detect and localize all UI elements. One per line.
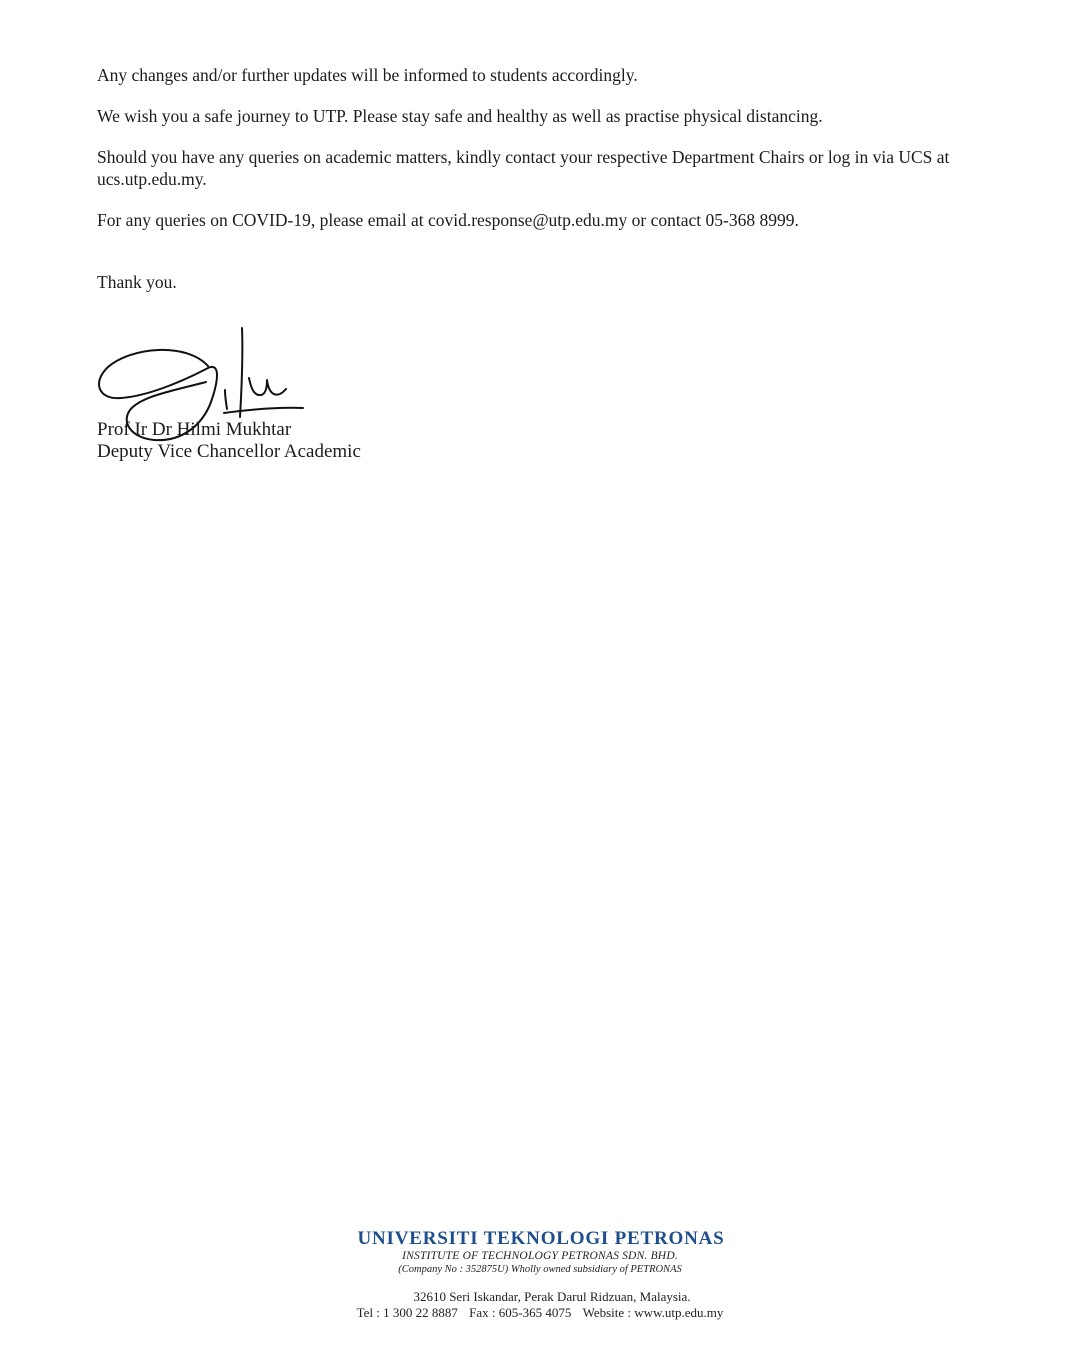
closing-text: Thank you.: [97, 272, 177, 292]
telephone: Tel : 1 300 22 8887: [356, 1305, 458, 1320]
paragraph-covid-queries: For any queries on COVID-19, please email at covid.response@utp.edu.my or contact 05-368 8999.: [97, 210, 799, 230]
paragraph-academic-queries: Should you have any queries on academic matters, kindly contact your respective Department Chairs or log in via UCS at ucs.utp.edu.my.: [97, 147, 950, 189]
website: Website : www.utp.edu.my: [582, 1305, 724, 1320]
university-name: UNIVERSITI TEKNOLOGI PETRONAS: [357, 1228, 725, 1249]
contact-line: [0, 1305, 1080, 1321]
company-note: (Company No : 352875U) Wholly owned subsidiary of PETRONAS: [398, 1264, 682, 1275]
letter-body: [97, 64, 987, 293]
paragraph-safe-journey: We wish you a safe journey to UTP. Please stay safe and healthy as well as practise physical distancing.: [97, 106, 823, 126]
fax: Fax : 605-365 4075: [469, 1305, 572, 1320]
signer-title: Deputy Vice Chancellor Academic: [97, 441, 361, 462]
institute-name: INSTITUTE OF TECHNOLOGY PETRONAS SDN. BHD.: [402, 1250, 678, 1262]
letterhead-footer: [0, 1228, 1080, 1321]
paragraph-updates: Any changes and/or further updates will be informed to students accordingly.: [97, 65, 638, 85]
postal-address: 32610 Seri Iskandar, Perak Darul Ridzuan, Malaysia.: [413, 1289, 691, 1304]
signer-block: [97, 419, 361, 463]
address-block: [0, 1289, 1080, 1321]
signer-name: Prof Ir Dr Hilmi Mukhtar: [97, 419, 292, 440]
